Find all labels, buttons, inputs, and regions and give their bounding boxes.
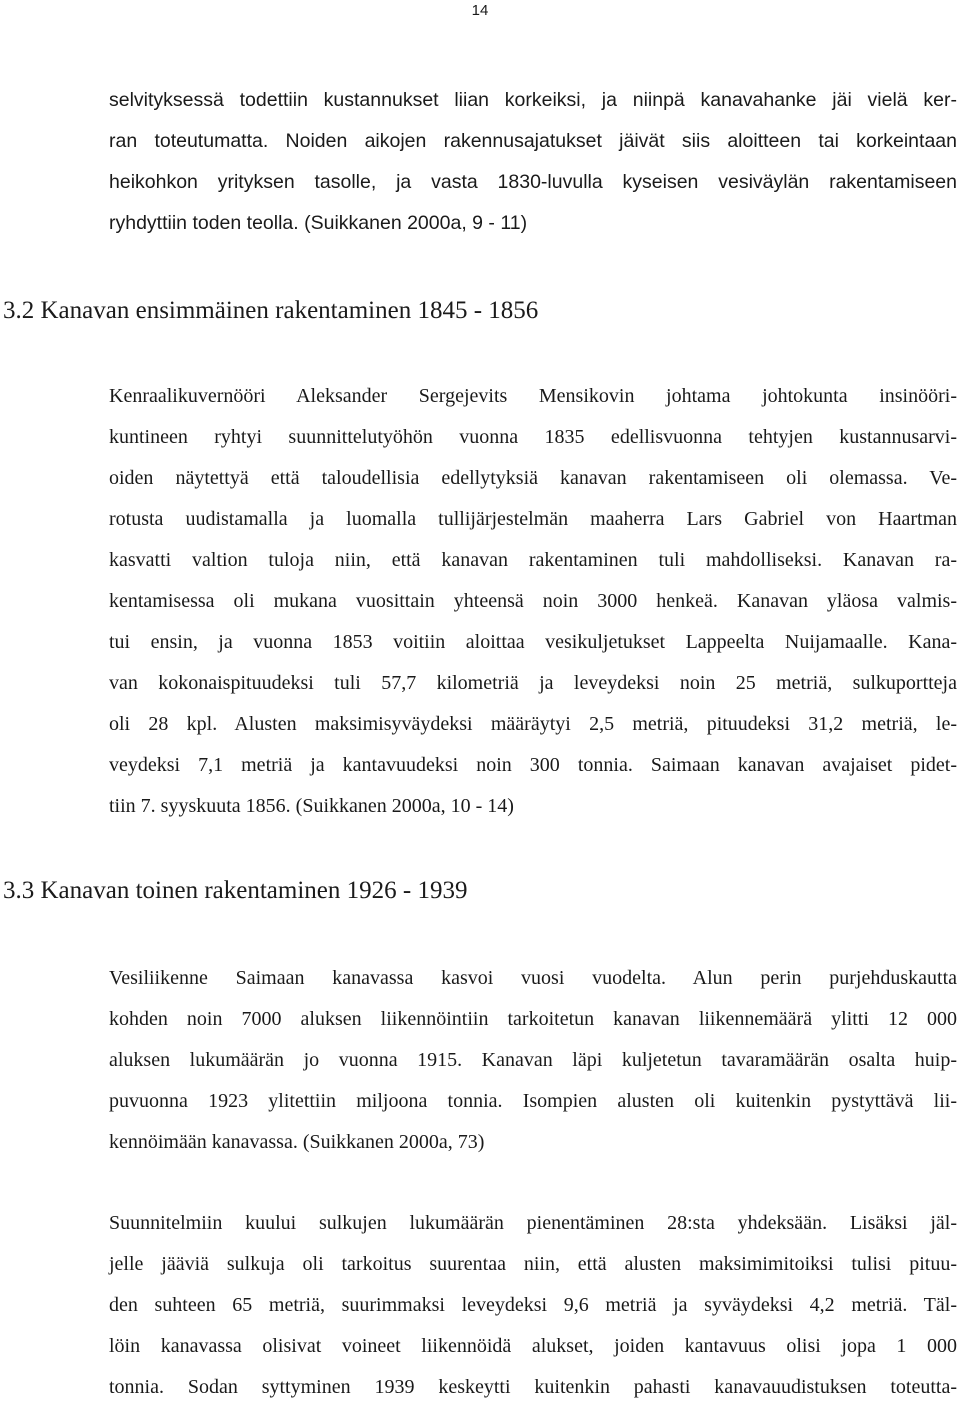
section-heading-3-3: 3.3 Kanavan toinen rakentaminen 1926 - 1939 [3,877,468,904]
text-line: rotusta uudistamalla ja luomalla tullijärjestelmän maaherra Lars Gabriel von Haartman [109,508,957,530]
section-3-3-paragraph-2 [109,1203,957,1408]
text-line: Kenraalikuvernööri Aleksander Sergejevits Mensikovin johtama johtokunta insinööri- [109,385,957,407]
text-line: kennöimään kanavassa. (Suikkanen 2000a, 73) [109,1131,485,1153]
text-line: den suhteen 65 metriä, suurimmaksi leveydeksi 9,6 metriä ja syväydeksi 4,2 metriä. Täl- [109,1294,957,1316]
text-line: puvuonna 1923 ylitettiin miljoona tonnia. Isompien alusten oli kuitenkin pystyttävä lii- [109,1090,957,1112]
section-heading-3-2: 3.2 Kanavan ensimmäinen rakentaminen 1845 - 1856 [3,297,539,324]
text-line: tiin 7. syyskuuta 1856. (Suikkanen 2000a, 10 - 14) [109,795,514,817]
text-line: selvityksessä todettiin kustannukset liian korkeiksi, ja niinpä kanavahanke jäi vielä ker- [109,89,957,111]
text-line: Suunnitelmiin kuului sulkujen lukumäärän pienentäminen 28:sta yhdeksään. Lisäksi jäl- [109,1212,957,1234]
section-3-2-paragraph [109,376,957,827]
text-line: van kokonaispituudeksi tuli 57,7 kilometriä ja leveydeksi noin 25 metriä, sulkuportteja [109,672,957,694]
text-line: kohden noin 7000 aluksen liikennöintiin tarkoitetun kanavan liikennemäärä ylitti 12 000 [109,1008,957,1030]
text-line: kuntineen ryhtyi suunnittelutyöhön vuonna 1835 edellisvuonna tehtyjen kustannusarvi- [109,426,957,448]
section-3-3-paragraph-1 [109,958,957,1163]
text-line: oiden näytettyä että taloudellisia edellytyksiä kanavan rakentamiseen oli olemassa. Ve- [109,467,957,489]
text-line: tonnia. Sodan syttyminen 1939 keskeytti kuitenkin pahasti kanavauudistuksen toteutta- [109,1376,957,1398]
text-line: Vesiliikenne Saimaan kanavassa kasvoi vuosi vuodelta. Alun perin purjehduskautta [109,967,957,989]
text-line: kentamisessa oli mukana vuosittain yhteensä noin 3000 henkeä. Kanavan yläosa valmis- [109,590,957,612]
text-line: jelle jääviä sulkuja oli tarkoitus suurentaa niin, että alusten maksimimitoiksi tulisi pituu- [109,1253,957,1275]
text-line: kasvatti valtion tuloja niin, että kanavan rakentaminen tuli mahdolliseksi. Kanavan ra- [109,549,957,571]
text-line: heikohkon yrityksen tasolle, ja vasta 1830-luvulla kyseisen vesiväylän rakentamiseen [109,171,957,193]
page-number: 14 [471,2,489,19]
text-line: aluksen lukumäärän jo vuonna 1915. Kanavan läpi kuljetetun tavaramäärän osalta huip- [109,1049,957,1071]
text-line: tui ensin, ja vuonna 1853 voitiin aloittaa vesikuljetukset Lappeelta Nuijamaalle. Kana- [109,631,957,653]
text-line: ran toteutumatta. Noiden aikojen rakennusajatukset jäivät siis aloitteen tai korkeintaan [109,130,957,152]
text-line: ryhdyttiin toden teolla. (Suikkanen 2000a, 9 - 11) [109,212,528,234]
text-line: veydeksi 7,1 metriä ja kantavuudeksi noin 300 tonnia. Saimaan kanavan avajaiset pidet- [109,754,957,776]
intro-paragraph [109,80,957,244]
text-line: löin kanavassa olisivat voineet liikennöidä alukset, joiden kantavuus olisi jopa 1 000 [109,1335,957,1357]
text-line: oli 28 kpl. Alusten maksimisyväydeksi määräytyi 2,5 metriä, pituudeksi 31,2 metriä, le- [109,713,957,735]
